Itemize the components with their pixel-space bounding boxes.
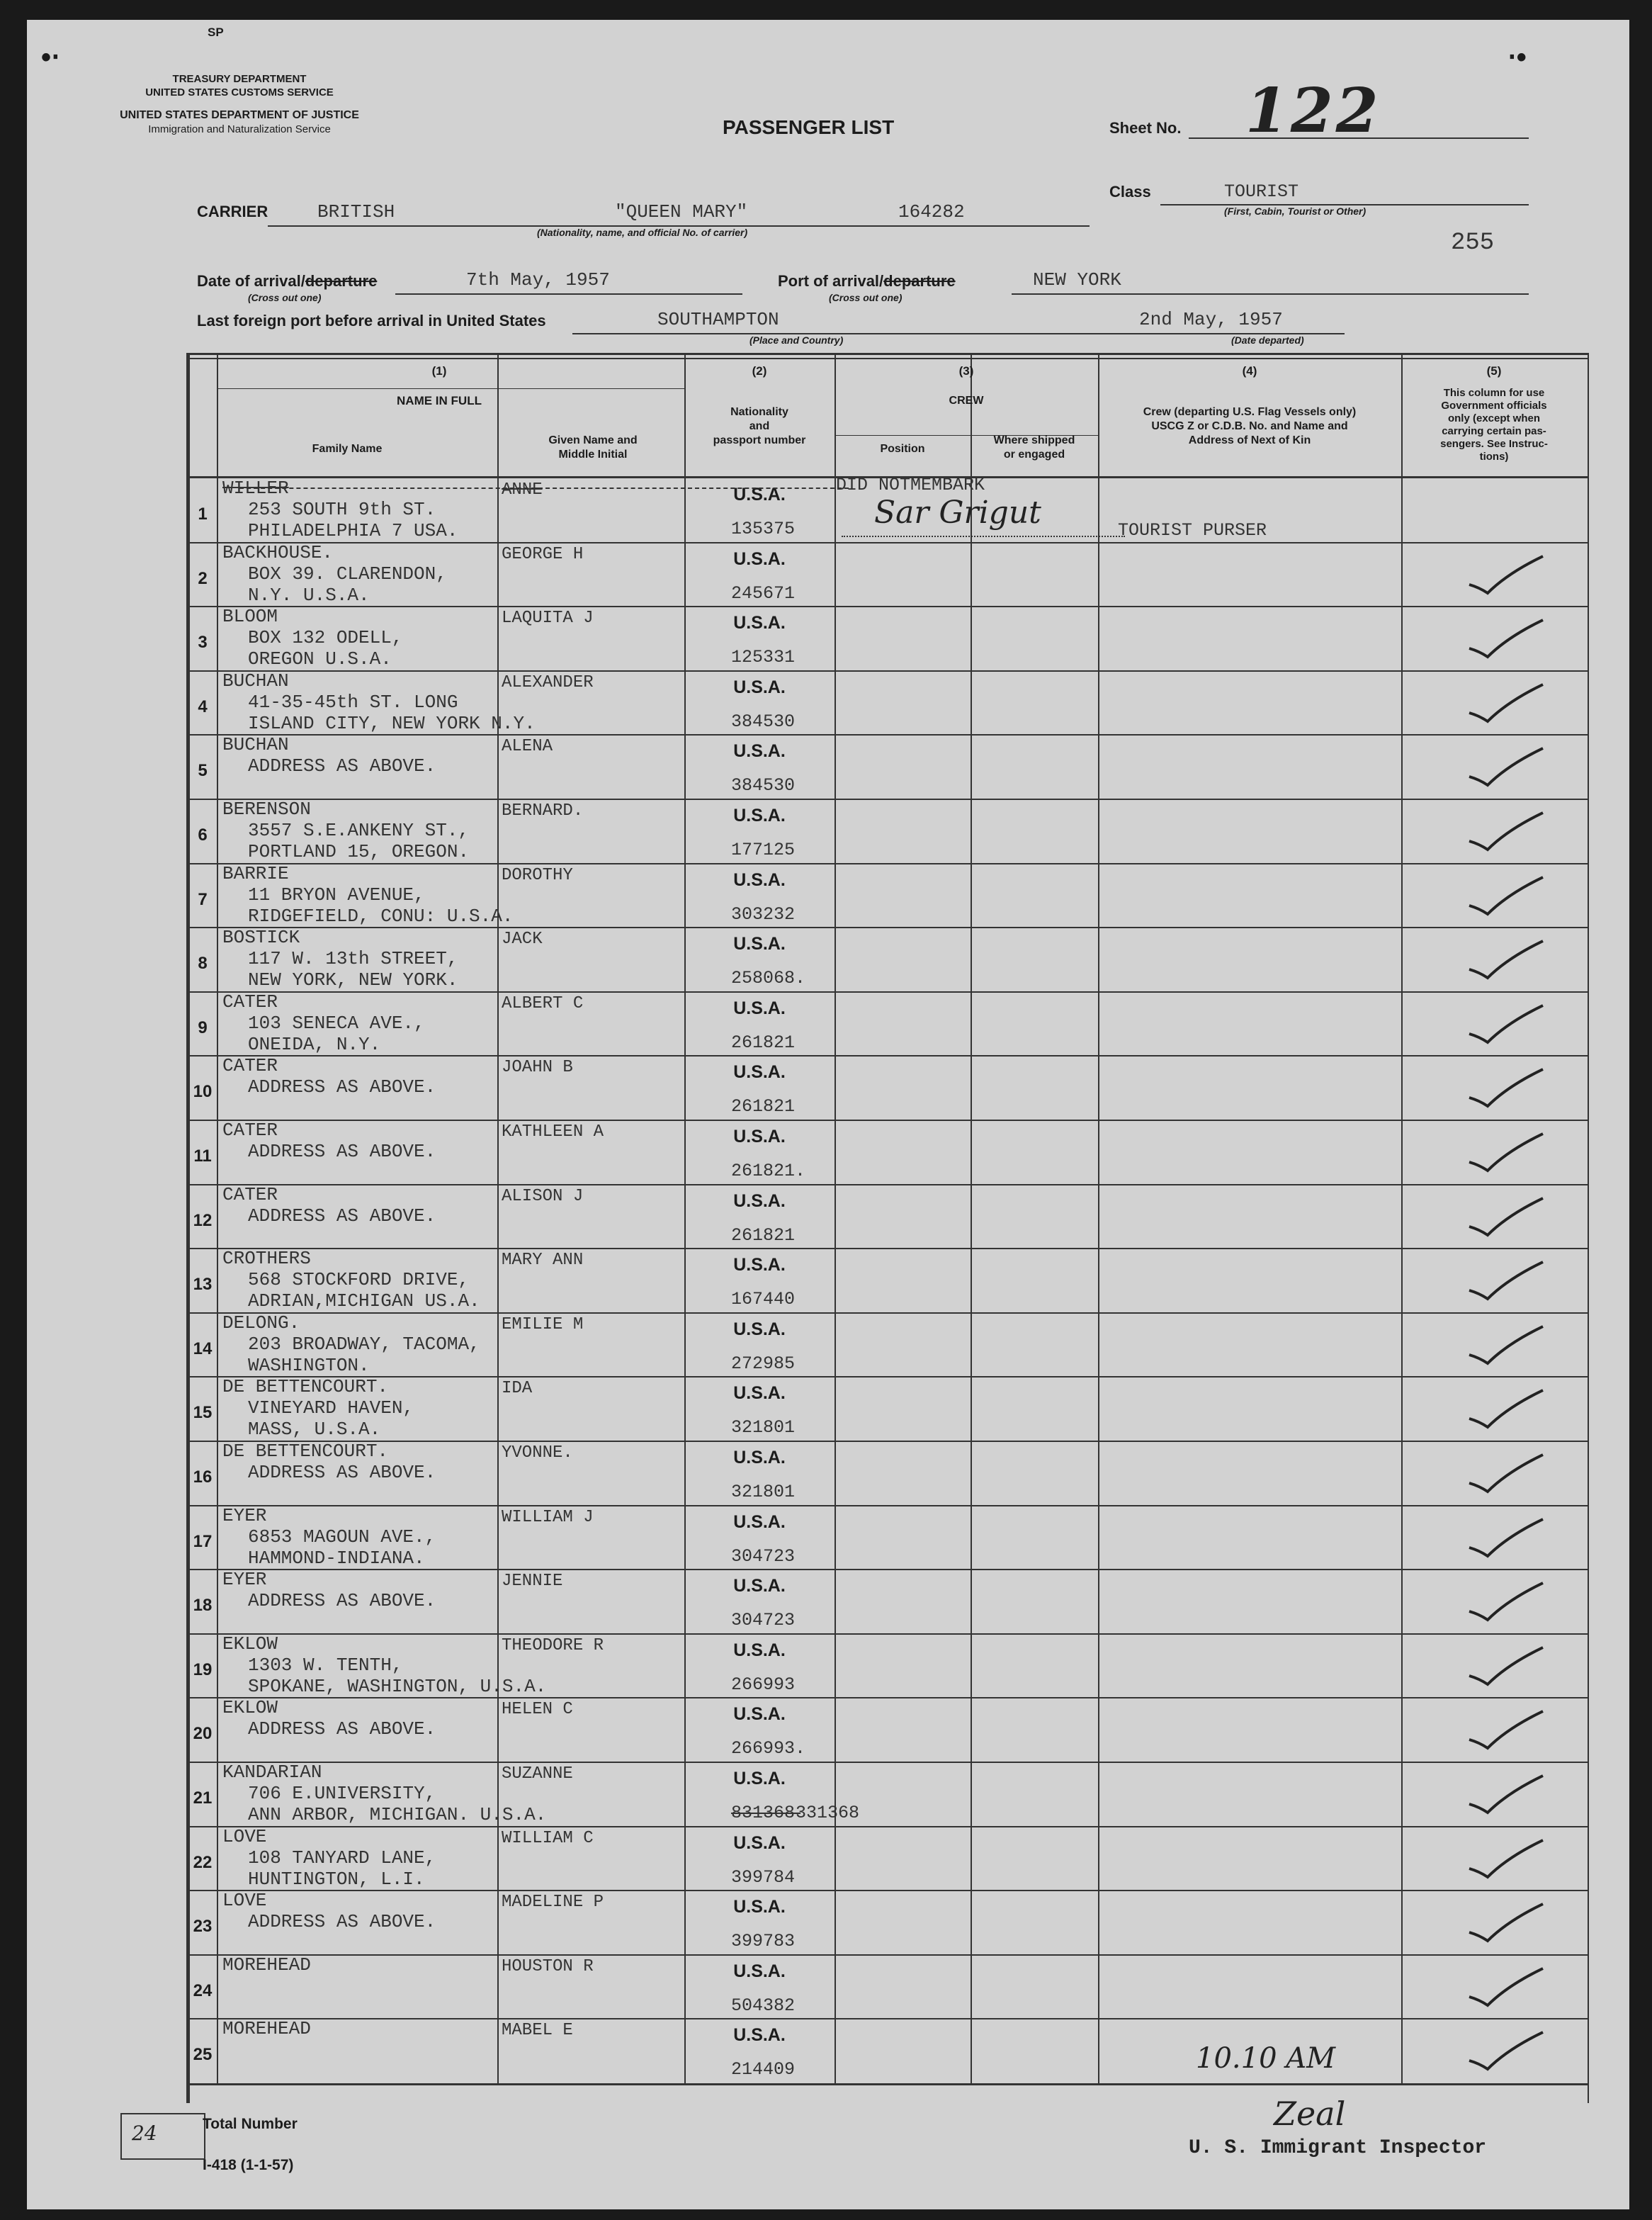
nationality: U.S.A.: [733, 2025, 786, 2045]
arrival-port-line: [1012, 293, 1529, 295]
checkmark-icon: [1465, 1129, 1550, 1179]
address: BOX 132 ODELL, OREGON U.S.A.: [248, 627, 403, 670]
nationality: U.S.A.: [733, 1319, 786, 1339]
row-number: 1: [198, 505, 208, 524]
sheet-no-value: 122: [1245, 75, 1381, 147]
row-divider: [188, 734, 1588, 736]
row1-strike-line: [239, 488, 849, 489]
arrival-port-value: NEW YORK: [1033, 269, 1121, 291]
agency-treasury: TREASURY DEPARTMENT: [172, 73, 307, 85]
row-number: 18: [193, 1596, 213, 1615]
given-name: MARY ANN: [502, 1251, 584, 1270]
nationality: U.S.A.: [733, 1127, 786, 1146]
last-port-caption: (Place and Country): [749, 334, 844, 346]
checkmark-icon: [1465, 1065, 1550, 1115]
row-number: 2: [198, 569, 208, 588]
row-divider: [188, 670, 1588, 672]
nationality: U.S.A.: [733, 1512, 786, 1532]
given-name: THEODORE R: [502, 1636, 604, 1655]
checkmark-icon: [1465, 1771, 1550, 1821]
col-where-shipped: Where shipped: [993, 434, 1075, 446]
inspector-title: U. S. Immigrant Inspector: [1189, 2137, 1487, 2159]
passport-number: 214409: [731, 2059, 796, 2080]
row-divider: [188, 1184, 1588, 1185]
checkmark-icon: [1465, 1900, 1550, 1949]
checkmark-icon: [1465, 1964, 1550, 2014]
row-divider: [188, 863, 1588, 864]
table-right-border: [1588, 353, 1589, 2103]
arrival-date-caption: (Cross out one): [248, 292, 322, 303]
table-top-border: [186, 353, 1588, 355]
passport-number: 135375: [731, 519, 796, 539]
checkmark-icon: [1465, 1450, 1550, 1500]
nationality: U.S.A.: [733, 998, 786, 1018]
arrival-date-label: Date of arrival/departure: [197, 272, 378, 290]
nationality: U.S.A.: [733, 613, 786, 633]
family-name: CATER: [222, 1055, 278, 1076]
passport-number: 177125: [731, 840, 796, 860]
row-number: 9: [198, 1018, 208, 1037]
row-number: 12: [193, 1211, 213, 1230]
col4-title-1: Crew (departing U.S. Flag Vessels only): [1143, 406, 1357, 418]
nationality: U.S.A.: [733, 1961, 786, 1981]
family-name: DELONG.: [222, 1312, 300, 1334]
row-divider: [188, 799, 1588, 800]
family-name: BOSTICK: [222, 927, 300, 948]
header-subdivider-name: [217, 388, 684, 389]
passport-number: 261821.: [731, 1161, 806, 1181]
checkmark-icon: [1465, 1386, 1550, 1436]
given-name: YVONNE.: [502, 1443, 573, 1463]
address: 3557 S.E.ANKENY ST., PORTLAND 15, OREGON.: [248, 820, 470, 862]
row-divider: [188, 1954, 1588, 1956]
given-name: BERNARD.: [502, 801, 584, 821]
ink-mark-right: ⋅•: [1507, 42, 1527, 73]
row-number: 7: [198, 890, 208, 909]
nationality: U.S.A.: [733, 485, 786, 505]
arrival-date-value: 7th May, 1957: [466, 269, 610, 291]
row-divider: [188, 1120, 1588, 1121]
given-name: LAQUITA J: [502, 609, 594, 628]
passport-number: 167440: [731, 1289, 796, 1309]
nationality: U.S.A.: [733, 1191, 786, 1211]
nationality: U.S.A.: [733, 1833, 786, 1853]
row-number: 23: [193, 1917, 213, 1936]
address: BOX 39. CLARENDON, N.Y. U.S.A.: [248, 563, 447, 606]
col5-number: (5): [1486, 364, 1502, 378]
row-divider: [188, 1248, 1588, 1249]
checkmark-icon: [1465, 873, 1550, 923]
family-name: WILLER: [222, 478, 289, 499]
passport-number: 125331: [731, 647, 796, 667]
address: 11 BRYON AVENUE, RIDGEFIELD, CONU: U.S.A.: [248, 884, 514, 927]
agency-justice: UNITED STATES DEPARTMENT OF JUSTICE: [120, 109, 359, 121]
given-name: ALEXANDER: [502, 673, 594, 692]
last-port-label: Last foreign port before arrival in United States: [197, 312, 546, 329]
checkmark-icon: [1465, 1258, 1550, 1307]
checkmark-icon: [1465, 808, 1550, 858]
row-number: 15: [193, 1403, 213, 1422]
family-name: BARRIE: [222, 863, 289, 884]
checkmark-icon: [1465, 552, 1550, 602]
family-name: EYER: [222, 1505, 267, 1526]
given-name: HOUSTON R: [502, 1957, 594, 1976]
form-code-sp: SP: [208, 26, 224, 39]
form-number: I-418 (1-1-57): [203, 2157, 294, 2173]
address: 117 W. 13th STREET, NEW YORK, NEW YORK.: [248, 948, 458, 991]
nationality: U.S.A.: [733, 1769, 786, 1788]
row-number: 13: [193, 1275, 213, 1294]
class-value: TOURIST: [1224, 181, 1299, 202]
col1-number: (1): [431, 364, 447, 378]
address: ADDRESS AS ABOVE.: [248, 1590, 436, 1611]
col2-number: (2): [752, 364, 767, 378]
passport-number: 245671: [731, 583, 796, 604]
address: 6853 MAGOUN AVE., HAMMOND-INDIANA.: [248, 1526, 436, 1569]
family-name: EKLOW: [222, 1697, 278, 1718]
given-name: ALENA: [502, 737, 553, 756]
stamp-number: 255: [1451, 230, 1495, 257]
nationality: U.S.A.: [733, 1576, 786, 1596]
carrier-label: CARRIER: [197, 203, 268, 220]
family-name: MOREHEAD: [222, 2018, 311, 2039]
passport-number: 831368: [731, 1803, 796, 1823]
given-name: KATHLEEN A: [502, 1122, 604, 1142]
arrival-time: 10.10 AM: [1196, 2042, 1336, 2075]
passport-number: 399784: [731, 1867, 796, 1888]
family-name: EKLOW: [222, 1633, 278, 1655]
checkmark-icon: [1465, 680, 1550, 730]
nationality: U.S.A.: [733, 1255, 786, 1275]
address: ADDRESS AS ABOVE.: [248, 1141, 436, 1162]
passport-strike: [731, 1813, 800, 1814]
inspector-signature: Zeal: [1274, 2095, 1346, 2133]
col-given-name-2: Middle Initial: [558, 449, 628, 461]
given-name: MABEL E: [502, 2021, 573, 2040]
row-divider: [188, 1697, 1588, 1698]
row-number: 3: [198, 633, 208, 652]
address: 203 BROADWAY, TACOMA, WASHINGTON.: [248, 1334, 480, 1376]
passport-number: 266993: [731, 1674, 796, 1695]
checkmark-icon: [1465, 937, 1550, 986]
family-name: EYER: [222, 1569, 267, 1590]
row-divider: [188, 1569, 1588, 1570]
header-tick: [497, 431, 499, 432]
family-name: BLOOM: [222, 606, 278, 627]
given-name: JOAHN B: [502, 1058, 573, 1077]
checkmark-icon: [1465, 1001, 1550, 1051]
sheet-no-label: Sheet No.: [1109, 119, 1182, 137]
row-number: 4: [198, 697, 208, 716]
agency-customs: UNITED STATES CUSTOMS SERVICE: [145, 86, 334, 98]
nationality: U.S.A.: [733, 806, 786, 826]
col4-title-2: USCG Z or C.D.B. No. and Name and: [1151, 420, 1348, 432]
col2-title-2: and: [749, 420, 770, 432]
passport-number: 399783: [731, 1931, 796, 1951]
row-divider: [188, 1312, 1588, 1314]
row-divider: [188, 1826, 1588, 1827]
arrival-port-caption: (Cross out one): [829, 292, 903, 303]
nationality: U.S.A.: [733, 1704, 786, 1724]
family-name: BUCHAN: [222, 734, 289, 755]
row-divider: [188, 606, 1588, 607]
row-divider: [188, 1441, 1588, 1442]
col2-title-3: passport number: [713, 434, 806, 446]
carrier-caption: (Nationality, name, and official No. of carrier): [537, 227, 748, 238]
nationality: U.S.A.: [733, 677, 786, 697]
carrier-nationality: BRITISH: [317, 201, 395, 222]
ink-mark-left: •⋅: [41, 42, 60, 73]
row-number: 11: [193, 1146, 212, 1166]
address: 108 TANYARD LANE, HUNTINGTON, L.I.: [248, 1847, 436, 1890]
passport-number: 304723: [731, 1546, 796, 1567]
address: VINEYARD HAVEN, MASS, U.S.A.: [248, 1397, 414, 1440]
given-name: JENNIE: [502, 1572, 563, 1591]
col-where-shipped-2: or engaged: [1003, 449, 1065, 461]
passenger-list-form: [27, 20, 1629, 2209]
address: 568 STOCKFORD DRIVE, ADRIAN,MICHIGAN US.A.: [248, 1269, 480, 1312]
total-number-box: 24: [120, 2113, 205, 2160]
checkmark-icon: [1465, 1579, 1550, 1628]
column-divider: [217, 353, 218, 2083]
row1-signature: Sar Grigut: [874, 495, 1041, 531]
checkmark-icon: [1465, 1643, 1550, 1693]
family-name: BERENSON: [222, 799, 311, 820]
arrival-port-label: Port of arrival/departure: [778, 272, 956, 290]
departed-caption: (Date departed): [1231, 334, 1304, 346]
last-port-value: SOUTHAMPTON: [657, 309, 779, 330]
passport-number: 384530: [731, 711, 796, 732]
family-name: LOVE: [222, 1826, 267, 1847]
passport-number: 304723: [731, 1610, 796, 1630]
checkmark-icon: [1465, 1836, 1550, 1886]
row-divider: [188, 542, 1588, 543]
address: ADDRESS AS ABOVE.: [248, 755, 436, 777]
passport-number: 504382: [731, 1995, 796, 2016]
nationality: U.S.A.: [733, 1448, 786, 1467]
row1-crew-role: TOURIST PURSER: [1118, 520, 1267, 541]
address: ADDRESS AS ABOVE.: [248, 1462, 436, 1483]
carrier-number: 164282: [898, 201, 965, 222]
col1-title: NAME IN FULL: [397, 394, 482, 407]
nationality: U.S.A.: [733, 934, 786, 954]
column-divider: [1401, 353, 1403, 2083]
address: 41-35-45th ST. LONG ISLAND CITY, NEW YORK N.Y.: [248, 692, 536, 734]
column-divider: [835, 353, 836, 2083]
family-name: MOREHEAD: [222, 1954, 311, 1976]
given-name: HELEN C: [502, 1700, 573, 1719]
nationality: U.S.A.: [733, 741, 786, 761]
col3-number: (3): [958, 364, 974, 378]
row-number: 6: [198, 826, 208, 845]
col4-number: (4): [1242, 364, 1257, 378]
family-name: CATER: [222, 1120, 278, 1141]
passport-number: 258068.: [731, 968, 806, 988]
row-number: 20: [193, 1724, 213, 1743]
given-name: ANNE: [502, 480, 543, 500]
table-top-border-2: [186, 358, 1588, 359]
col-position: Position: [880, 443, 925, 455]
given-name: WILLIAM J: [502, 1508, 594, 1527]
given-name: GEORGE H: [502, 545, 584, 564]
checkmark-icon: [1465, 2028, 1550, 2078]
given-name: MADELINE P: [502, 1893, 604, 1912]
row-number: 16: [193, 1467, 213, 1487]
given-name: JACK: [502, 930, 543, 949]
row-divider: [188, 1055, 1588, 1057]
given-name: WILLIAM C: [502, 1829, 594, 1848]
given-name: SUZANNE: [502, 1764, 573, 1784]
column-divider: [971, 353, 972, 2083]
nationality: U.S.A.: [733, 1383, 786, 1403]
row-divider: [188, 1376, 1588, 1377]
passport-number: 321801: [731, 1482, 796, 1502]
col3-title: CREW: [949, 395, 984, 407]
row-divider: [188, 1633, 1588, 1635]
arrival-date-line: [395, 293, 742, 295]
passport-number: 261821: [731, 1225, 796, 1246]
row-divider: [188, 1505, 1588, 1506]
row-number: 21: [193, 1788, 213, 1808]
given-name: ALISON J: [502, 1187, 584, 1206]
address: 706 E.UNIVERSITY, ANN ARBOR, MICHIGAN. U.S.A.: [248, 1783, 547, 1825]
col-family-name: Family Name: [312, 443, 383, 455]
carrier-name: "QUEEN MARY": [615, 201, 748, 222]
row-number: 5: [198, 761, 208, 780]
row1-crew-status: DID NOTMEMBARK: [836, 475, 985, 495]
address: 253 SOUTH 9th ST. PHILADELPHIA 7 USA.: [248, 499, 458, 541]
col2-title-1: Nationality: [730, 406, 788, 418]
row-number: 17: [193, 1532, 213, 1551]
col5-title: This column for use Government officials only (except when carrying certain pas- sengers. See Instruc- tions): [1440, 387, 1548, 463]
family-name: CATER: [222, 991, 278, 1013]
address: 103 SENECA AVE., ONEIDA, N.Y.: [248, 1013, 425, 1055]
row-number: 14: [193, 1339, 213, 1358]
nationality: U.S.A.: [733, 1640, 786, 1660]
family-name: DE BETTENCOURT.: [222, 1441, 389, 1462]
passport-number: 272985: [731, 1353, 796, 1374]
given-name: ALBERT C: [502, 994, 584, 1013]
address: ADDRESS AS ABOVE.: [248, 1205, 436, 1227]
family-name: KANDARIAN: [222, 1762, 322, 1783]
row1-dotted-line: [842, 536, 1125, 537]
row-number: 25: [193, 2045, 213, 2064]
nationality: U.S.A.: [733, 1062, 786, 1082]
total-number-label: Total Number: [203, 2116, 298, 2132]
nationality: U.S.A.: [733, 870, 786, 890]
nationality: U.S.A.: [733, 1897, 786, 1917]
row-divider: [188, 991, 1588, 993]
col4-title-3: Address of Next of Kin: [1188, 434, 1311, 446]
class-label: Class: [1109, 183, 1151, 201]
family-name: CROTHERS: [222, 1248, 311, 1269]
departed-value: 2nd May, 1957: [1139, 309, 1283, 330]
given-name: IDA: [502, 1379, 533, 1398]
form-title: PASSENGER LIST: [723, 116, 895, 138]
given-name: DOROTHY: [502, 866, 573, 885]
checkmark-icon: [1465, 1515, 1550, 1565]
family-name: LOVE: [222, 1890, 267, 1911]
class-caption: (First, Cabin, Tourist or Other): [1224, 205, 1367, 217]
passport-number: 303232: [731, 904, 796, 925]
col-given-name: Given Name and: [548, 434, 638, 446]
row-number: 19: [193, 1660, 213, 1679]
passport-number: 266993.: [731, 1738, 806, 1759]
table-bottom-border: [188, 2083, 1588, 2085]
family-name: DE BETTENCOURT.: [222, 1376, 389, 1397]
checkmark-icon: [1465, 1322, 1550, 1372]
column-divider: [1098, 353, 1099, 2083]
address: 1303 W. TENTH, SPOKANE, WASHINGTON, U.S.A.: [248, 1655, 547, 1697]
address: ADDRESS AS ABOVE.: [248, 1718, 436, 1740]
address: ADDRESS AS ABOVE.: [248, 1076, 436, 1098]
nationality: U.S.A.: [733, 549, 786, 569]
passport-number: 321801: [731, 1417, 796, 1438]
row-number: 8: [198, 954, 208, 973]
row21-corrected-passport: 331368: [796, 1803, 860, 1823]
given-name: EMILIE M: [502, 1315, 584, 1334]
family-name: BUCHAN: [222, 670, 289, 692]
family-name: CATER: [222, 1184, 278, 1205]
row-divider: [188, 1762, 1588, 1763]
checkmark-icon: [1465, 616, 1550, 665]
row-divider: [188, 1890, 1588, 1891]
family-name: BACKHOUSE.: [222, 542, 334, 563]
row-number: 10: [193, 1082, 213, 1101]
passport-number: 261821: [731, 1096, 796, 1117]
checkmark-icon: [1465, 744, 1550, 794]
checkmark-icon: [1465, 1194, 1550, 1244]
row-number: 24: [193, 1981, 213, 2000]
row-number: 22: [193, 1853, 213, 1872]
address: ADDRESS AS ABOVE.: [248, 1911, 436, 1932]
passport-number: 261821: [731, 1032, 796, 1053]
row-divider: [188, 2018, 1588, 2019]
row-divider: [188, 927, 1588, 928]
passport-number: 384530: [731, 775, 796, 796]
checkmark-icon: [1465, 1707, 1550, 1757]
agency-ins: Immigration and Naturalization Service: [148, 123, 331, 135]
